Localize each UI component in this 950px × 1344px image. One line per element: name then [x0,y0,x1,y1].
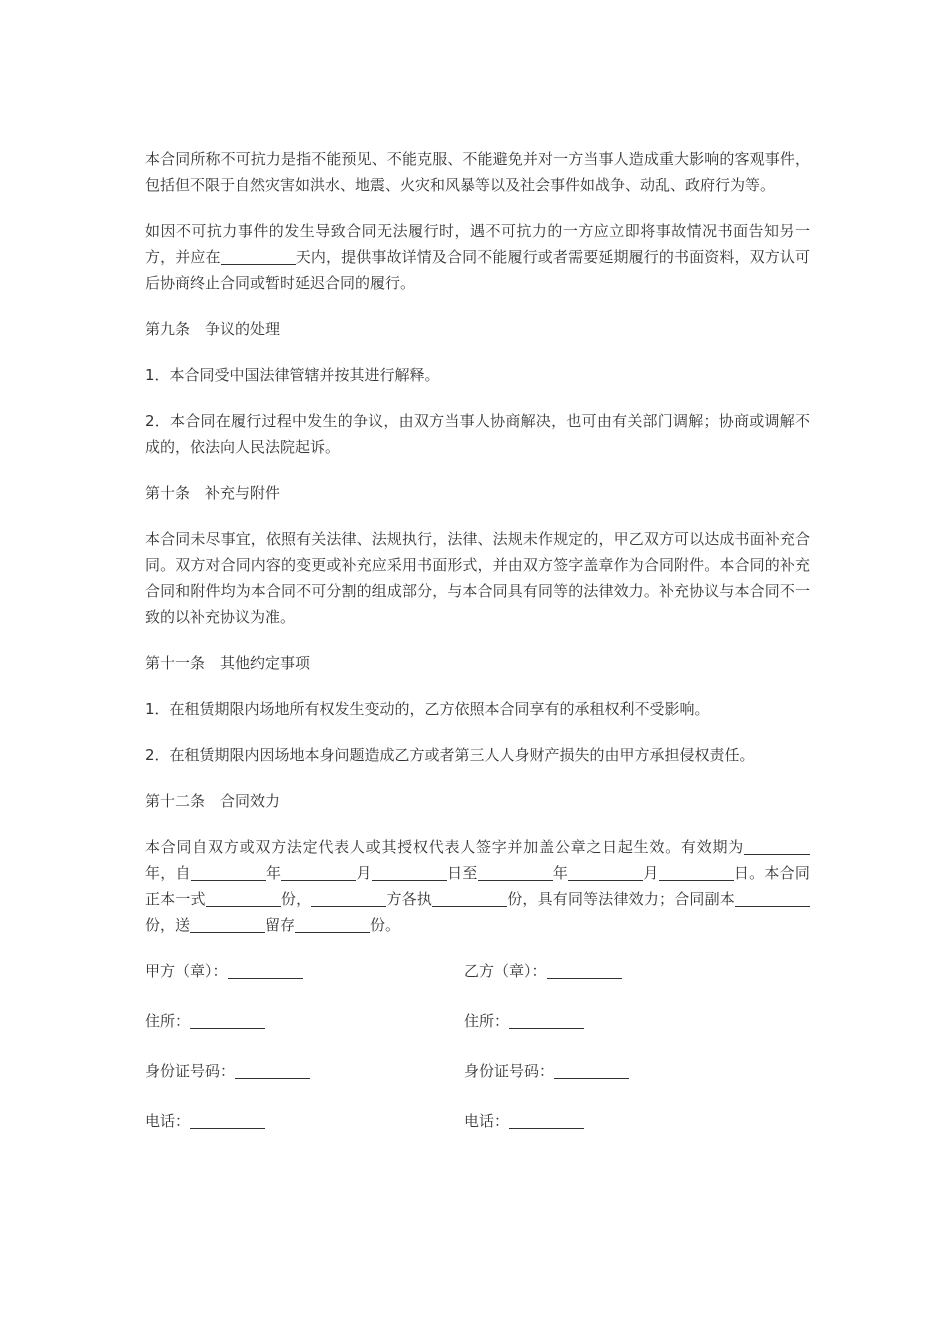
retain-copies-blank [295,912,370,933]
party-a-seal-label: 甲方（章）： [145,962,228,980]
parties-blank [311,886,386,907]
party-b-seal-blank [547,959,622,979]
party-b-id [464,1058,783,1083]
article-10-title: 第十条 补充与附件 [145,484,281,502]
validity-text: 年 [552,864,569,882]
party-b-phone-blank [509,1109,584,1129]
party-a-address-label: 住所： [145,1012,191,1030]
force-majeure-definition: 本合同所称不可抗力是指不能预见、不能克服、不能避免并对一方当事人造成重大影响的客观事件，包括但不限于自然灾害如洪水、地震、火灾和风暴等以及社会事件如战争、动乱、政府行为等。 [145,150,810,194]
article-11-item-2: 2．在租赁期限内因场地本身问题造成乙方或者第三人人身财产损失的由甲方承担侵权责任。 [145,746,755,764]
party-a-seal-blank [228,959,303,979]
party-a-id [145,1058,464,1083]
each-copies-blank [432,886,507,907]
original-copies-blank [206,886,281,907]
notice-text-a: 如因不可抗力事件的发生导致合同无法履行时，遇不可抗力的一方应立即将事故情况书面告知另一方，并应在 [145,222,810,266]
start-month-blank [281,860,356,881]
end-month-blank [568,860,643,881]
signature-block [145,958,810,1133]
party-a-id-label: 身份证号码： [145,1062,236,1080]
validity-text: 留存 [265,916,296,934]
signature-row [145,958,810,983]
party-a-address-blank [190,1009,265,1029]
days-blank [221,244,296,265]
article-11-title: 第十一条 其他约定事项 [145,654,311,672]
article-9-title: 第九条 争议的处理 [145,320,281,338]
force-majeure-notice [145,218,810,296]
party-a-id-blank [235,1059,310,1079]
validity-text: 方各执 [386,890,433,908]
validity-text: 月 [356,864,372,882]
validity-years-blank-b [777,834,810,855]
validity-text: 份， [280,890,312,908]
validity-text: 日至 [446,864,478,882]
end-day-blank [659,860,734,881]
contract-page [145,146,810,1158]
party-b-address-blank [509,1009,584,1029]
notice-text-b: 天内，提供事故详情及合同不能履行或者需要延期履行的书面资料，双方认可后协商终止合同或暂时延迟合同的履行。 [145,248,810,292]
validity-text: 本合同自双方或双方法定代表人或其授权代表人签字并加盖公章之日起生效。有效期为 [145,838,744,856]
party-b-id-blank [554,1059,629,1079]
party-b-phone-label: 电话： [464,1112,510,1130]
validity-text: 月 [643,864,659,882]
duplicate-copies-blank [735,886,810,907]
party-b-address [464,1008,783,1033]
party-a-phone-blank [190,1109,265,1129]
start-day-blank [372,860,447,881]
party-a-phone-label: 电话： [145,1112,191,1130]
party-a-seal [145,958,464,983]
signature-row [145,1108,810,1133]
start-year-blank [191,860,266,881]
validity-text: 日。本合同正本一式 [145,864,810,908]
party-b-seal [464,958,783,983]
party-b-id-label: 身份证号码： [464,1062,555,1080]
party-a-address [145,1008,464,1033]
validity-text: 年 [265,864,282,882]
article-12-title: 第十二条 合同效力 [145,792,281,810]
validity-text: 份，具有同等法律效力；合同副本 [507,890,735,908]
validity-text: 份。 [370,916,401,934]
send-to-blank [190,912,265,933]
article-11-item-1: 1．在租赁期限内场地所有权发生变动的，乙方依照本合同享有的承租权利不受影响。 [145,700,710,718]
validity-text: 年，自 [145,864,191,882]
signature-row [145,1008,810,1033]
signature-row [145,1058,810,1083]
party-b-seal-label: 乙方（章）： [464,962,547,980]
article-9-item-1: 1．本合同受中国法律管辖并按其进行解释。 [145,366,440,384]
party-b-address-label: 住所： [464,1012,510,1030]
article-10-body: 本合同未尽事宜，依照有关法律、法规执行，法律、法规未作规定的，甲乙双方可以达成书面补充合同。双方对合同内容的变更或补充应采用书面形式，并由双方签字盖章作为合同附件。本合同的补充合同和附件均为本合同不可分割的组成部分，与本合同具有同等的法律效力。补充协议与本合同不一致的以补充协议为准。 [145,530,810,626]
end-year-blank [478,860,553,881]
party-b-phone [464,1108,783,1133]
validity-text: 份，送 [145,916,191,934]
article-9-item-2: 2．本合同在履行过程中发生的争议，由双方当事人协商解决，也可由有关部门调解；协商或调解不成的，依法向人民法院起诉。 [145,412,810,456]
validity-years-blank-a [744,834,777,855]
party-a-phone [145,1108,464,1133]
article-12-body [145,834,810,938]
